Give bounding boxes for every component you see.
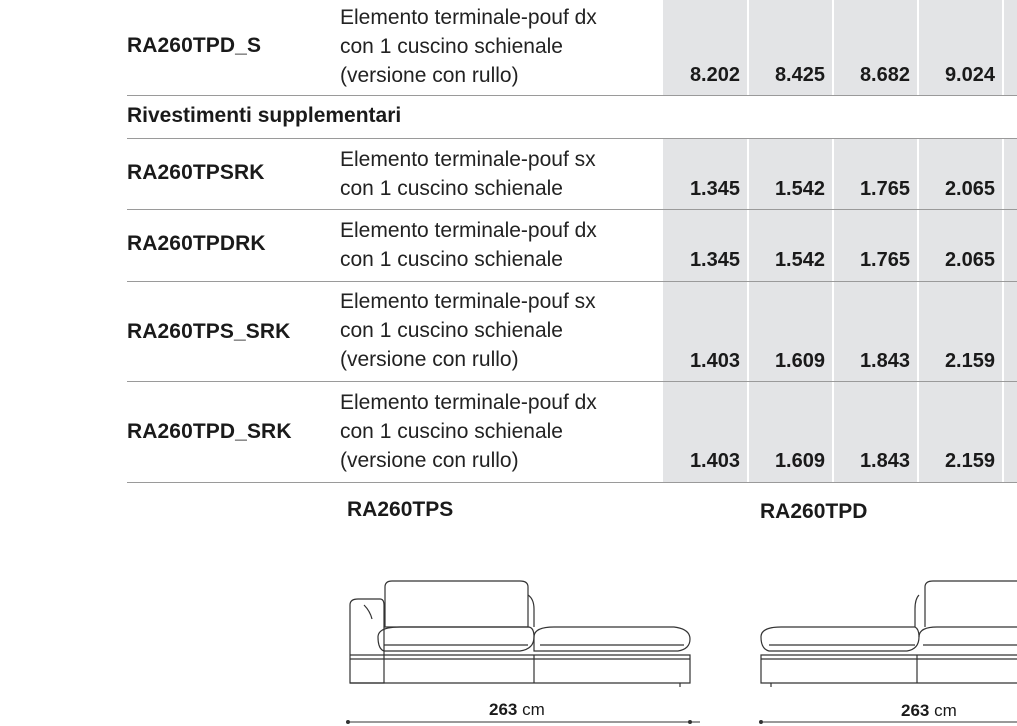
- price-cell: 1.403: [689, 350, 740, 372]
- product-code: RA260TPDRK: [127, 232, 266, 255]
- price-cell: 1.403: [689, 450, 740, 472]
- price-cell: 8.202: [689, 64, 740, 86]
- price-cell: 1.765: [859, 249, 910, 271]
- price-cell: 9.024: [944, 64, 995, 86]
- product-description: Elemento terminale-pouf sx con 1 cuscino schienale (versione con rullo): [340, 290, 596, 371]
- price-cell: 1.542: [774, 249, 825, 271]
- drawing-title: RA260TPD: [760, 500, 868, 523]
- drawing-title: RA260TPS: [347, 498, 454, 521]
- section-title: Rivestimenti supplementari: [127, 104, 402, 127]
- price-cell: 1.843: [859, 350, 910, 372]
- table-row: [127, 282, 1017, 381]
- product-description: Elemento terminale-pouf dx con 1 cuscino schienale (versione con rullo): [340, 6, 597, 87]
- sofa-right-drawing: [757, 575, 1017, 695]
- dimension-label: 263 cm: [489, 700, 545, 719]
- product-description: Elemento terminale-pouf sx con 1 cuscino schienale: [340, 148, 596, 200]
- dimension-line: [757, 718, 1017, 726]
- table-row: [127, 210, 1017, 281]
- price-cell: 1.609: [774, 350, 825, 372]
- table-row: [127, 139, 1017, 209]
- product-description: Elemento terminale-pouf dx con 1 cuscino schienale (versione con rullo): [340, 391, 597, 472]
- table-row: [127, 0, 1017, 95]
- price-cell: 1.609: [774, 450, 825, 472]
- price-cell: 1.542: [774, 178, 825, 200]
- price-cell: 1.765: [859, 178, 910, 200]
- dimension-label: 263 cm: [901, 701, 957, 720]
- price-cell: 1.345: [689, 178, 740, 200]
- product-code: RA260TPSRK: [127, 161, 265, 184]
- price-cell: 8.682: [859, 64, 910, 86]
- price-cell: 2.159: [944, 450, 995, 472]
- row-divider: [127, 482, 1017, 483]
- price-cell: 2.065: [944, 249, 995, 271]
- product-code: RA260TPD_SRK: [127, 420, 292, 443]
- price-cell: 2.065: [944, 178, 995, 200]
- sofa-left-drawing: [340, 575, 700, 695]
- product-code: RA260TPD_S: [127, 34, 262, 57]
- product-description: Elemento terminale-pouf dx con 1 cuscino schienale: [340, 219, 597, 271]
- price-cell: 8.425: [774, 64, 825, 86]
- price-cell: 1.345: [689, 249, 740, 271]
- table-row: [127, 382, 1017, 482]
- dimension-line: [340, 718, 700, 726]
- price-cell: 1.843: [859, 450, 910, 472]
- product-code: RA260TPS_SRK: [127, 320, 291, 343]
- price-cell: 2.159: [944, 350, 995, 372]
